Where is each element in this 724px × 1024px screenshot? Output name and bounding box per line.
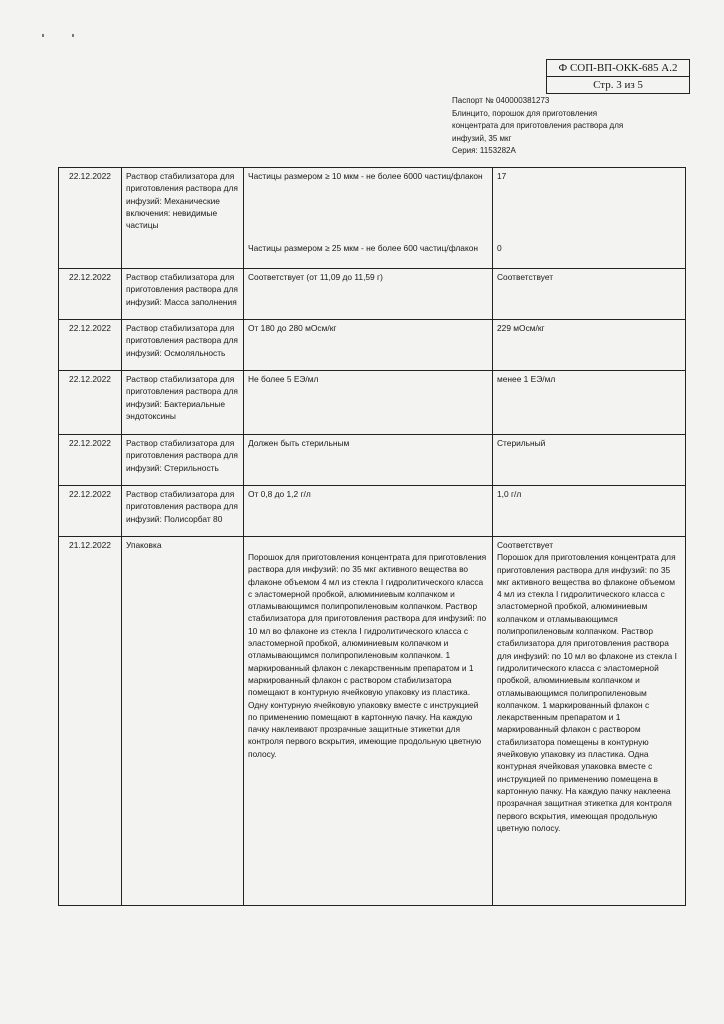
result: 1,0 г/л [493, 486, 686, 537]
test-date: 22.12.2022 [59, 320, 122, 371]
test-name: Упаковка [122, 537, 244, 906]
passport-number: Паспорт № 040000381273 [452, 96, 550, 105]
test-name: Раствор стабилизатора для приготовления раствора для инфузий: Стерильность [122, 435, 244, 486]
scan-mark [72, 34, 74, 37]
requirement: От 0,8 до 1,2 г/л [244, 486, 493, 537]
requirement [244, 537, 493, 906]
scan-mark [42, 34, 44, 37]
result-text: Порошок для приготовления концентрата для приготовления раствора для инфузий: по 35 мкг активного вещества во флаконе объемом 4 мл из стекла I гидролитического класса с эластомерной пробкой, алюминиевым колпачком и отламывающимся полипропиленовым колпачком. Раствор стабилизатора для приготовления раствора для инфузий: по 10 мл во флаконе из стекла I гидролитического класса с эластомерной пробкой, алюминиевым колпачком и отламывающимся полипропиленовым колпачком. 1 маркированный флакон с лекарственным препаратом и 1 маркированный флакон с раствором стабилизатора помещены в контурную ячейковую упаковку из пластика. Одна контурная ячейковая упаковка вместе с инструкцией по применению помещена в картонную пачку. На каждую пачку наклеена прозрачная защитная этикетка для контроля первого вскрытия, имеющая продольную цветную полосу. [497, 552, 677, 833]
form-code-box [546, 59, 690, 94]
test-name: Раствор стабилизатора для приготовления раствора для инфузий: Полисорбат 80 [122, 486, 244, 537]
requirement: Не более 5 ЕЭ/мл [244, 371, 493, 435]
requirement: От 180 до 280 мОсм/кг [244, 320, 493, 371]
requirement: Частицы размером ≥ 10 мкм - не более 6000 частиц/флакон [248, 171, 483, 181]
passport-header [452, 95, 682, 158]
product-name-line: концентрата для приготовления раствора для [452, 121, 624, 130]
table-row [59, 371, 686, 435]
page-number: Стр. 3 из 5 [547, 76, 689, 93]
table-row [59, 168, 686, 269]
result-cell [493, 537, 686, 906]
requirement-cell [244, 168, 493, 269]
requirement: Частицы размером ≥ 25 мкм - не более 600 частиц/флакон [248, 243, 478, 254]
table-row [59, 269, 686, 320]
result: Стерильный [493, 435, 686, 486]
test-name: Раствор стабилизатора для приготовления раствора для инфузий: Осмоляльность [122, 320, 244, 371]
test-name: Раствор стабилизатора для приготовления раствора для инфузий: Масса заполнения [122, 269, 244, 320]
result: менее 1 ЕЭ/мл [493, 371, 686, 435]
table-row [59, 486, 686, 537]
test-date: 22.12.2022 [59, 269, 122, 320]
result: 0 [497, 243, 502, 254]
requirement-text: Порошок для приготовления концентрата для приготовления раствора для инфузий: по 35 мкг активного вещества во флаконе объемом 4 мл из стекла I гидролитического класса с эластомерной пробкой, алюминиевым колпачком и отламывающимся полипропиленовым колпачком. Раствор стабилизатора для приготовления раствора для инфузий: по 10 мл во флаконе из стекла I гидролитического класса с эластомерной пробкой, алюминиевым колпачком и отламывающимся полипропиленовым колпачком. 1 маркированный флакон с лекарственным препаратом и 1 маркированный флакон с раствором стабилизатора помещают в контурную ячейковую упаковку из пластика. Одну контурную ячейковую упаковку вместе с инструкцией по применению помещают в картонную пачку. На каждую пачку наклеивают прозрачные защитные этикетки для контроля первого вскрытия, имеющие продольную цветную полосу. [248, 552, 487, 759]
product-name-line: инфузий, 35 мкг [452, 133, 512, 143]
test-date: 22.12.2022 [59, 371, 122, 435]
table-row [59, 435, 686, 486]
test-date: 22.12.2022 [59, 168, 122, 269]
form-code: Ф СОП-ВП-ОКК-685 А.2 [558, 62, 678, 74]
table-row [59, 537, 686, 906]
result: 17 [497, 171, 507, 181]
requirement: Должен быть стерильным [244, 435, 493, 486]
table-row [59, 320, 686, 371]
result-verdict: Соответствует [497, 540, 554, 550]
result: 229 мОсм/кг [493, 320, 686, 371]
result-cell [493, 168, 686, 269]
result: Соответствует [493, 269, 686, 320]
test-name: Раствор стабилизатора для приготовления раствора для инфузий: Бактериальные эндотоксины [122, 371, 244, 435]
product-name-line: Блинцито, порошок для приготовления [452, 108, 598, 118]
test-date: 22.12.2022 [59, 435, 122, 486]
batch-number: Серия: 1153282А [452, 146, 516, 155]
test-results-table [58, 167, 686, 906]
requirement: Соответствует (от 11,09 до 11,59 г) [244, 269, 493, 320]
test-date: 22.12.2022 [59, 486, 122, 537]
test-date: 21.12.2022 [59, 537, 122, 906]
test-name: Раствор стабилизатора для приготовления раствора для инфузий: Механические включения: невидимые частицы [122, 168, 244, 269]
